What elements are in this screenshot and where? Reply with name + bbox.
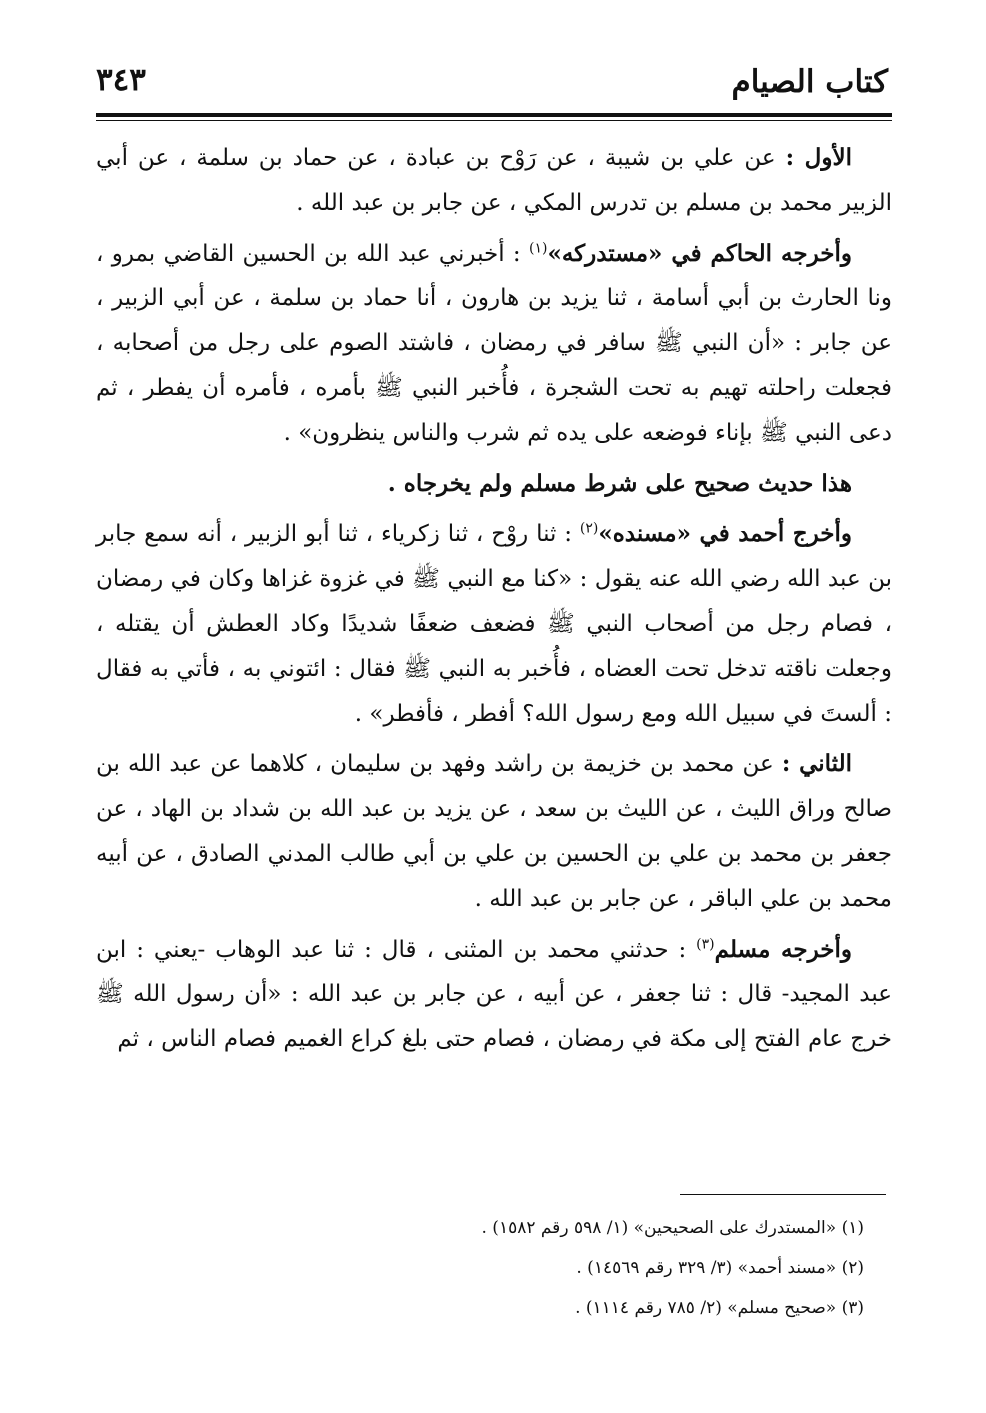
paragraph — [96, 462, 892, 507]
paragraph — [96, 928, 892, 1062]
paragraph-lead: وأخرجه مسلم — [714, 935, 852, 963]
footnote: (٣) «صحيح مسلم» (٢/ ٧٨٥ رقم ١١١٤) . — [575, 1298, 864, 1318]
paragraph-lead: الأول : — [785, 144, 852, 171]
footnote-ref: (١) — [528, 239, 548, 256]
paragraph-text: : أخبرني عبد الله بن الحسين القاضي بمرو ، ونا الحارث بن أبي أسامة ، ثنا يزيد بن هارون ، أنا حماد بن سلمة ، عن أبي الزبير ، عن جابر : «أن النبي ﷺ سافر في رمضان ، فاشتد الصوم على رجل من أصحابه ، فجعلت راحلته تهيم به تحت الشجرة ، فأُخبر النبي ﷺ بأمره ، فأمره أن يفطر ، ثم دعى النبي ﷺ بإناء فوضعه على يده ثم شرب والناس ينظرون» . — [96, 240, 892, 446]
footnote: (٢) «مسند أحمد» (٣/ ٣٢٩ رقم ١٤٥٦٩) . — [576, 1258, 864, 1278]
header-rule-thick — [96, 113, 892, 117]
footnote-ref: (٢) — [579, 520, 599, 537]
main-text — [96, 136, 892, 1068]
paragraph — [96, 512, 892, 736]
paragraph-text: عن علي بن شيبة ، عن رَوْح بن عبادة ، عن حماد بن سلمة ، عن أبي الزبير محمد بن مسلم بن تدرس المكي ، عن جابر بن عبد الله . — [96, 145, 892, 216]
paragraph-lead: هذا حديث صحيح على شرط مسلم ولم يخرجاه . — [387, 469, 852, 497]
chapter-title: كتاب الصيام — [731, 64, 888, 100]
paragraph — [96, 136, 892, 226]
paragraph-lead: وأخرج أحمد في «مسنده» — [598, 520, 852, 548]
footnotes — [96, 1208, 892, 1328]
paragraph-text: : حدثني محمد بن المثنى ، قال : ثنا عبد الوهاب -يعني : ابن عبد المجيد- قال : ثنا جعفر ، عن أبيه ، عن جابر بن عبد الله : «أن رسول الله ﷺ خرج عام الفتح إلى مكة في رمضان ، فصام حتى بلغ كراع الغميم فصام الناس ، ثم — [96, 936, 892, 1053]
paragraph-text: : ثنا روْح ، ثنا زكرياء ، ثنا أبو الزبير ، أنه سمع جابر بن عبد الله رضي الله عنه يقول : «كنا مع النبي ﷺ في غزوة غزاها وكان في رمضان ، فصام رجل من أصحاب النبي ﷺ فضعف ضعفًا شديدًا وكاد العطش أن يقتله ، وجعلت ناقته تدخل تحت العضاه ، فأُخبر به النبي ﷺ فقال : ائتوني به ، فأتي به فقال : ألستَ في سبيل الله ومع رسول الله؟ أفطر ، فأفطر» . — [96, 521, 892, 727]
footnote: (١) «المستدرك على الصحيحين» (١/ ٥٩٨ رقم ١٥٨٢) . — [481, 1218, 864, 1238]
paragraph-lead: الثاني : — [781, 750, 852, 778]
paragraph-lead: وأخرجه الحاكم في «مستدركه» — [547, 239, 852, 267]
running-header — [96, 58, 888, 114]
footnote-separator — [680, 1194, 886, 1195]
paragraph-text: عن محمد بن خزيمة بن راشد وفهد بن سليمان ، كلاهما عن عبد الله بن صالح وراق الليث ، عن الليث بن سعد ، عن يزيد بن عبد الله بن شداد بن الهاد ، عن جعفر بن محمد بن علي بن الحسين بن علي بن أبي طالب المدني الصادق ، عن أبيه محمد بن علي الباقر ، عن جابر بن عبد الله . — [96, 751, 892, 912]
paragraph — [96, 232, 892, 456]
header-rule-thin — [96, 120, 892, 121]
footnote-ref: (٣) — [696, 935, 715, 952]
page-number: ٣٤٣ — [96, 62, 146, 98]
paragraph — [96, 742, 892, 921]
